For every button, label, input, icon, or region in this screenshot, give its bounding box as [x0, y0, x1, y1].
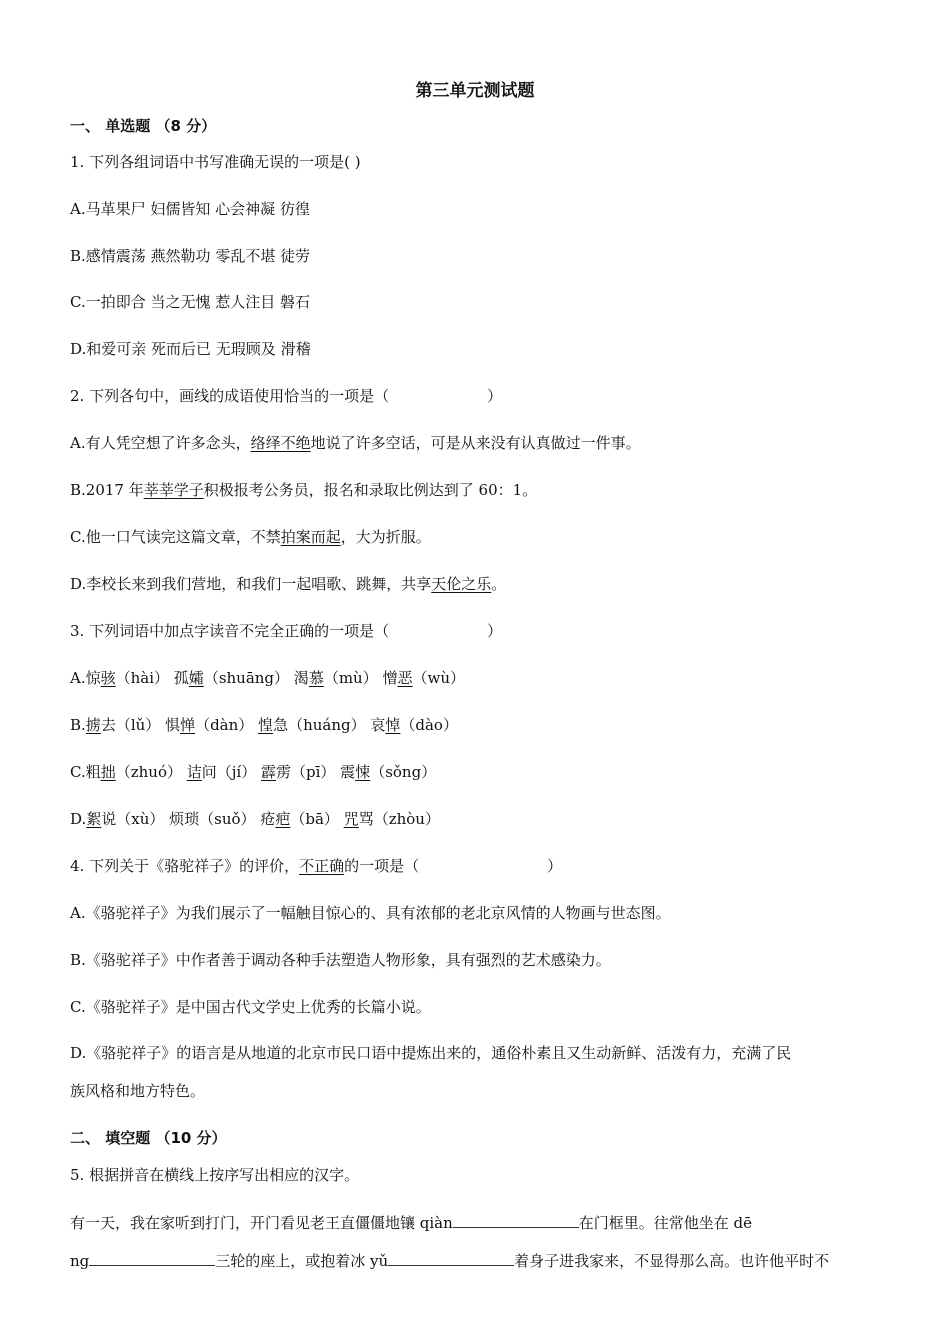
- question-1-option-d: D.和爱可亲 死而后已 无瑕顾及 滑稽: [70, 340, 311, 358]
- question-4-option-d-line2: 族风格和地方特色。: [70, 1082, 206, 1100]
- dotted-char: 悼: [385, 716, 401, 734]
- dotted-char: 悚: [355, 763, 371, 781]
- option-text: （wù）: [412, 669, 466, 687]
- question-2-option-b: [70, 480, 885, 500]
- option-text: A.惊: [70, 669, 101, 687]
- question-3-stem-close: ）: [487, 622, 503, 640]
- question-3-stem-text: 3. 下列词语中加点字读音不完全正确的一项是（: [70, 622, 390, 640]
- dotted-char: 咒: [343, 810, 359, 828]
- underlined-idiom: 络绎不绝: [250, 434, 311, 452]
- option-text: 。: [491, 575, 507, 593]
- dotted-char: 惶: [258, 716, 274, 734]
- dotted-char: 疤: [275, 810, 291, 828]
- option-text: （zhuó）: [115, 763, 187, 781]
- stem-close: ）: [547, 857, 563, 875]
- underlined-idiom: 莘莘学子: [143, 481, 204, 499]
- question-3-stem: [70, 621, 885, 641]
- dotted-char: 诘: [186, 763, 202, 781]
- question-5-passage-line1: [70, 1211, 885, 1233]
- option-text: 地说了许多空话，可是从来没有认真做过一件事。: [310, 434, 641, 452]
- option-text: 说（xù） 烦琐（suǒ） 疮: [101, 810, 276, 828]
- question-2-option-d: [70, 574, 885, 594]
- question-3-option-a: [70, 668, 885, 688]
- option-text: 雳（pī） 震: [276, 763, 356, 781]
- dotted-char: 慕: [308, 669, 324, 687]
- question-1-stem: 1. 下列各组词语中书写准确无误的一项是( ): [70, 153, 361, 171]
- question-1-option-c: C.一拍即合 当之无愧 惹人注目 磐石: [70, 293, 311, 311]
- option-text: 急（huáng） 哀: [273, 716, 386, 734]
- option-text: （dàn）: [195, 716, 259, 734]
- question-2-option-a: [70, 433, 885, 453]
- answer-blank[interactable]: [453, 1211, 579, 1228]
- question-4-option-b: B.《骆驼祥子》中作者善于调动各种手法塑造人物形象，具有强烈的艺术感染力。: [70, 951, 611, 969]
- option-text: （shuāng） 渴: [203, 669, 309, 687]
- question-4-option-a: A.《骆驼祥子》为我们展示了一幅触目惊心的、具有浓郁的老北京风情的人物画与世态图。: [70, 904, 671, 922]
- question-2-stem-close: ）: [487, 387, 503, 405]
- passage-text: ng: [70, 1252, 90, 1270]
- option-text: （hài） 孤: [115, 669, 189, 687]
- option-text: （sǒng）: [370, 763, 437, 781]
- answer-blank[interactable]: [89, 1249, 215, 1266]
- question-1-option-a: A.马革果尸 妇儒皆知 心会神凝 彷徨: [70, 200, 310, 218]
- option-text: C.粗: [70, 763, 101, 781]
- section-heading-fill-blank: 二、 填空题 （10 分）: [70, 1129, 227, 1147]
- option-text: 问（jí）: [201, 763, 261, 781]
- option-text: （bā）: [290, 810, 344, 828]
- passage-text: 在门框里。往常他坐在 dē: [578, 1214, 753, 1232]
- dotted-char: 掳: [85, 716, 101, 734]
- stem-text: 4. 下列关于《骆驼祥子》的评价，: [70, 857, 300, 875]
- option-text: B.2017 年: [70, 481, 144, 499]
- passage-text: 着身子进我家来，不显得那么高。也许他平时不: [514, 1252, 830, 1270]
- answer-blank[interactable]: [388, 1249, 514, 1266]
- option-text: 骂（zhòu）: [358, 810, 440, 828]
- passage-text: 有一天，我在家听到打门，开门看见老王直僵僵地镶 qiàn: [70, 1214, 453, 1232]
- stem-text: 的一项是（: [344, 857, 420, 875]
- section-heading-single-choice: 一、 单选题 （8 分）: [70, 117, 217, 135]
- option-text: （mù） 憎: [323, 669, 398, 687]
- underlined-idiom: 天伦之乐: [431, 575, 492, 593]
- dotted-char: 骇: [100, 669, 116, 687]
- option-text: D.李校长来到我们营地，和我们一起唱歌、跳舞，共享: [70, 575, 432, 593]
- option-text: （dào）: [400, 716, 458, 734]
- dotted-char: 絮: [86, 810, 102, 828]
- question-5-stem: 5. 根据拼音在横线上按序写出相应的汉字。: [70, 1166, 360, 1184]
- option-text: C.他一口气读完这篇文章，不禁: [70, 528, 281, 546]
- option-text: D.: [70, 810, 87, 828]
- question-2-stem-text: 2. 下列各句中，画线的成语使用恰当的一项是（: [70, 387, 390, 405]
- question-2-option-c: [70, 527, 885, 547]
- dotted-char: 霹: [261, 763, 277, 781]
- option-text: A.有人凭空想了许多念头，: [70, 434, 251, 452]
- question-3-option-b: [70, 715, 885, 735]
- question-2-stem: [70, 386, 885, 406]
- underlined-idiom: 拍案而起: [280, 528, 341, 546]
- underlined-keyword: 不正确: [299, 857, 345, 875]
- page-title: 第三单元测试题: [415, 81, 535, 101]
- question-4-stem: [70, 856, 885, 876]
- option-text: 积极报考公务员，报名和录取比例达到了 60：1。: [203, 481, 538, 499]
- question-3-option-d: [70, 809, 885, 829]
- dotted-char: 惮: [180, 716, 196, 734]
- dotted-char: 恶: [397, 669, 413, 687]
- question-3-option-c: [70, 762, 885, 782]
- question-1-option-b: B.感情震荡 燕然勒功 零乱不堪 徒劳: [70, 247, 311, 265]
- question-4-option-c: C.《骆驼祥子》是中国古代文学史上优秀的长篇小说。: [70, 998, 431, 1016]
- option-text: 去（lǔ） 惧: [100, 716, 181, 734]
- option-text: B.: [70, 716, 86, 734]
- dotted-char: 拙: [100, 763, 116, 781]
- option-text: ，大为折服。: [340, 528, 431, 546]
- question-4-option-d-line1: D.《骆驼祥子》的语言是从地道的北京市民口语中提炼出来的，通俗朴素且又生动新鲜、活泼有力，充满了民: [70, 1044, 792, 1062]
- passage-text: 三轮的座上，或抱着冰 yǔ: [215, 1252, 389, 1270]
- question-5-passage-line2: [70, 1249, 885, 1271]
- dotted-char: 孀: [188, 669, 204, 687]
